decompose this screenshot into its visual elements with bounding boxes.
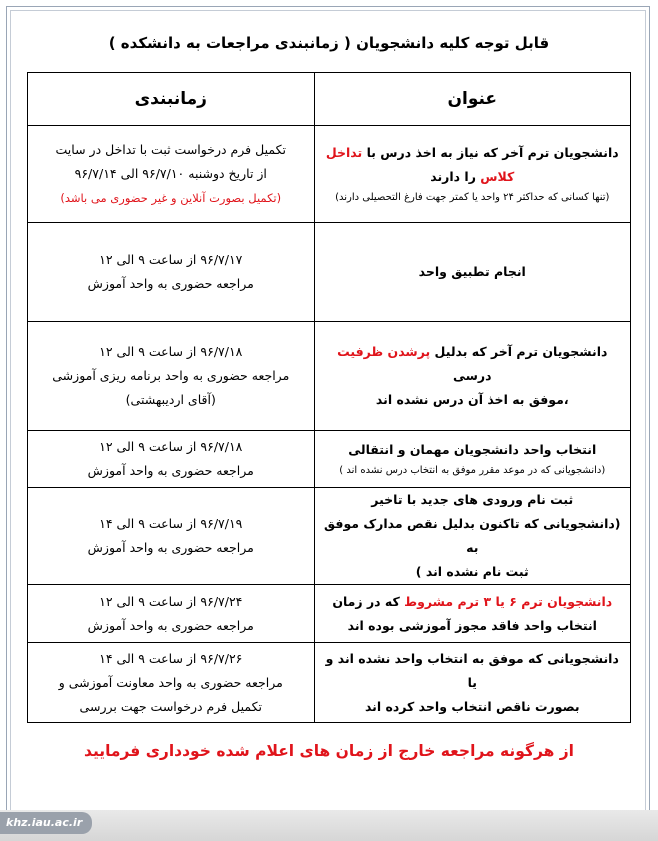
subject-note: (دانشجویانی که در موعد مقرر موفق به انتخاب درس نشده اند ): [339, 465, 606, 476]
subject-text: که در زمان: [332, 593, 405, 609]
subject-text: را دارند: [430, 169, 481, 184]
bottom-bar: [0, 810, 658, 841]
schedule-line: از تاریخ دوشنبه ۹۶/۷/۱۰ الی ۹۶/۷/۱۴: [74, 166, 267, 181]
page-title: قابل توجه کلیه دانشجویان ( زمانبندی مراجعات به دانشکده ): [108, 34, 550, 52]
site-badge-link[interactable]: khz.iau.ac.ir: [0, 812, 92, 834]
row-subject: [314, 643, 630, 723]
schedule-line: ۹۶/۷/۱۷ از ساعت ۹ الی ۱۲: [99, 252, 243, 267]
table-row: [28, 643, 631, 723]
schedule-line: (آقای اردیبهشتی): [125, 392, 216, 407]
row-subject: [314, 223, 630, 322]
header-subject: عنوان: [314, 73, 630, 126]
row-schedule: [28, 643, 315, 723]
schedule-line: مراجعه حضوری به واحد آموزش: [87, 276, 254, 291]
row-schedule: [28, 585, 315, 643]
row-schedule: [28, 431, 315, 488]
schedule-line: ۹۶/۷/۲۶ از ساعت ۹ الی ۱۴: [99, 650, 243, 666]
schedule-line: ۹۶/۷/۲۴ از ساعت ۹ الی ۱۲: [99, 593, 243, 609]
subject-text: ،موفق به اخذ آن درس نشده اند: [375, 392, 569, 407]
schedule-line: مراجعه حضوری به واحد آموزش: [87, 540, 254, 555]
subject-text: ثبت نام نشده اند ): [415, 564, 529, 579]
subject-highlight: پرشدن ظرفیت: [337, 344, 431, 359]
schedule-note: (تکمیل بصورت آنلاین و غیر حضوری می باشد): [60, 191, 282, 205]
subject-text: دانشجویان ترم آخر که بدلیل: [430, 344, 608, 359]
header-schedule: زمانبندی: [28, 73, 315, 126]
row-schedule: [28, 126, 315, 223]
row-subject: [314, 431, 630, 488]
subject-text: بصورت ناقص انتخاب واحد کرده اند: [364, 698, 580, 714]
row-subject: [314, 126, 630, 223]
table-row: [28, 585, 631, 643]
table-header-row: [28, 73, 631, 126]
schedule-line: تکمیل فرم درخواست ثبت با تداخل در سایت: [55, 142, 286, 157]
footer-warning: از هرگونه مراجعه خارج از زمان های اعلام شده خودداری فرمایید: [84, 742, 574, 760]
table-row: [28, 488, 631, 585]
subject-text: انتخاب واحد دانشجویان مهمان و انتقالی: [348, 442, 597, 457]
schedule-table: [27, 72, 631, 723]
subject-text: ثبت نام ورودی های جدید با تاخیر: [371, 492, 574, 507]
row-schedule: [28, 322, 315, 431]
row-subject: [314, 322, 630, 431]
subject-highlight: تداخل: [325, 145, 363, 160]
subject-text: درسی: [452, 368, 492, 383]
schedule-line: ۹۶/۷/۱۹ از ساعت ۹ الی ۱۴: [99, 516, 243, 531]
subject-highlight: دانشجویان ترم ۶ یا ۳ ترم مشروط: [404, 593, 613, 609]
row-subject: [314, 488, 630, 585]
schedule-line: تکمیل فرم درخواست جهت بررسی: [79, 698, 262, 714]
row-schedule: [28, 488, 315, 585]
subject-highlight: کلاس: [480, 169, 515, 184]
row-schedule: [28, 223, 315, 322]
table-row: [28, 126, 631, 223]
subject-text: دانشجویانی که موفق به انتخاب واحد نشده اند و یا: [325, 650, 619, 690]
table-row: [28, 322, 631, 431]
subject-text: انتخاب واحد فاقد مجوز آموزشی بوده اند: [347, 617, 597, 633]
table-row: [28, 431, 631, 488]
subject-text: (دانشجویانی که تاکنون بدلیل نقص مدارک موفق به: [324, 516, 621, 555]
schedule-line: ۹۶/۷/۱۸ از ساعت ۹ الی ۱۲: [99, 439, 243, 454]
schedule-line: مراجعه حضوری به واحد برنامه ریزی آموزشی: [52, 368, 290, 383]
row-subject: [314, 585, 630, 643]
table-row: [28, 223, 631, 322]
subject-note: (تنها کسانی که حداکثر ۲۴ واحد یا کمتر جهت فارغ التحصیلی دارند): [335, 192, 610, 203]
schedule-line: مراجعه حضوری به واحد آموزش: [87, 463, 254, 478]
schedule-line: مراجعه حضوری به واحد معاونت آموزشی و: [58, 674, 283, 690]
schedule-line: ۹۶/۷/۱۸ از ساعت ۹ الی ۱۲: [99, 344, 243, 359]
subject-text: دانشجویان ترم آخر که نیاز به اخذ درس با: [362, 145, 619, 160]
schedule-line: مراجعه حضوری به واحد آموزش: [87, 617, 254, 633]
subject-text: انجام تطبیق واحد: [418, 264, 526, 279]
